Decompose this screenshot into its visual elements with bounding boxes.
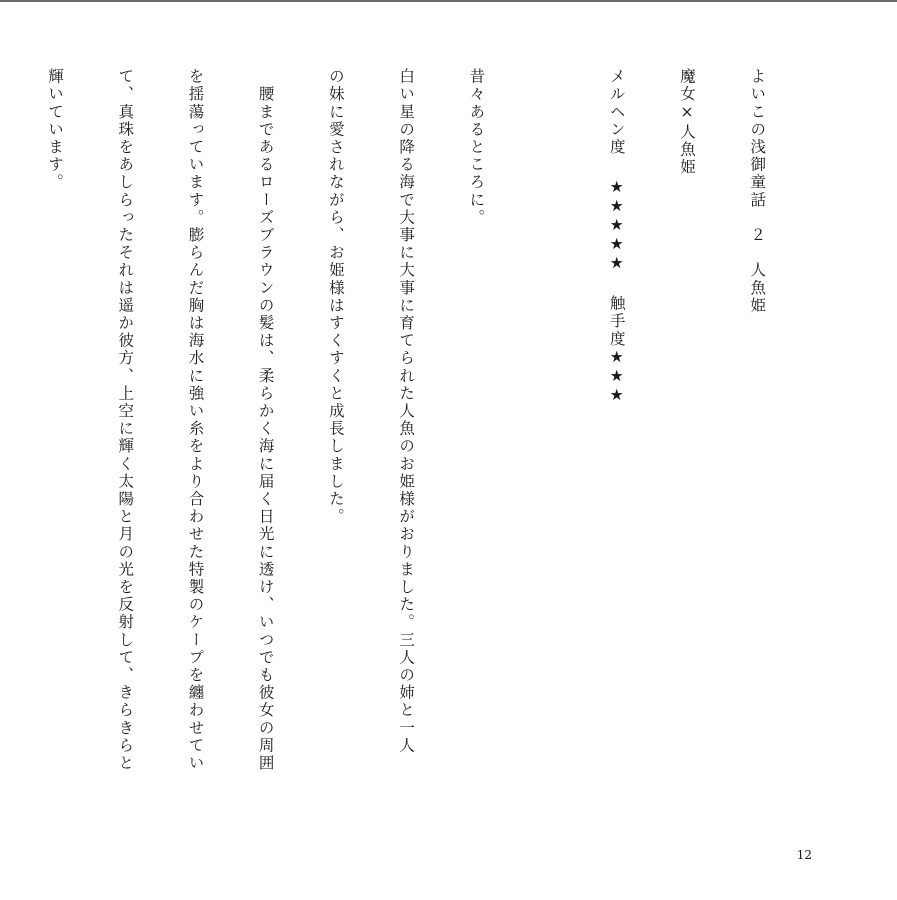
tentacle-meter-stars: ★★★ — [607, 347, 626, 405]
marchen-meter-stars: ★★★★★ — [607, 178, 626, 273]
marchen-meter-label: メルヘン度 — [607, 68, 626, 156]
genre-label: 魔女×人魚姫 — [677, 68, 696, 177]
body-line: 白い星の降る海で大事に大事に育てられた人魚のお姫様がおりました。三人の姉と一人 — [397, 68, 416, 755]
body-line: 腰まであるローズブラウンの髪は、柔らかく海に届く日光に透け、いつでも彼女の周囲 — [256, 68, 275, 772]
top-border-line — [0, 0, 897, 2]
body-line: の妹に愛されながら、お姫様はすくすくと成長しました。 — [326, 68, 345, 526]
rating-row — [604, 68, 627, 858]
series-title: よいこの浅御童話 ２ 人魚姫 — [748, 68, 767, 315]
body-line: 昔々あるところに。 — [467, 68, 486, 227]
blank-line — [534, 68, 557, 858]
vertical-text-block — [0, 68, 815, 858]
tentacle-meter-label: 触手度 — [607, 295, 626, 348]
body-line: 輝いています。 — [46, 68, 64, 192]
page-number: 12 — [796, 848, 812, 862]
body-line: を揺蕩っています。膨らんだ胸は海水に強い糸をより合わせた特製のケープを纏わせてい — [186, 68, 205, 772]
body-line: て、真珠をあしらったそれは遥か彼方、上空に輝く太陽と月の光を反射して、きらきらと — [116, 68, 135, 772]
